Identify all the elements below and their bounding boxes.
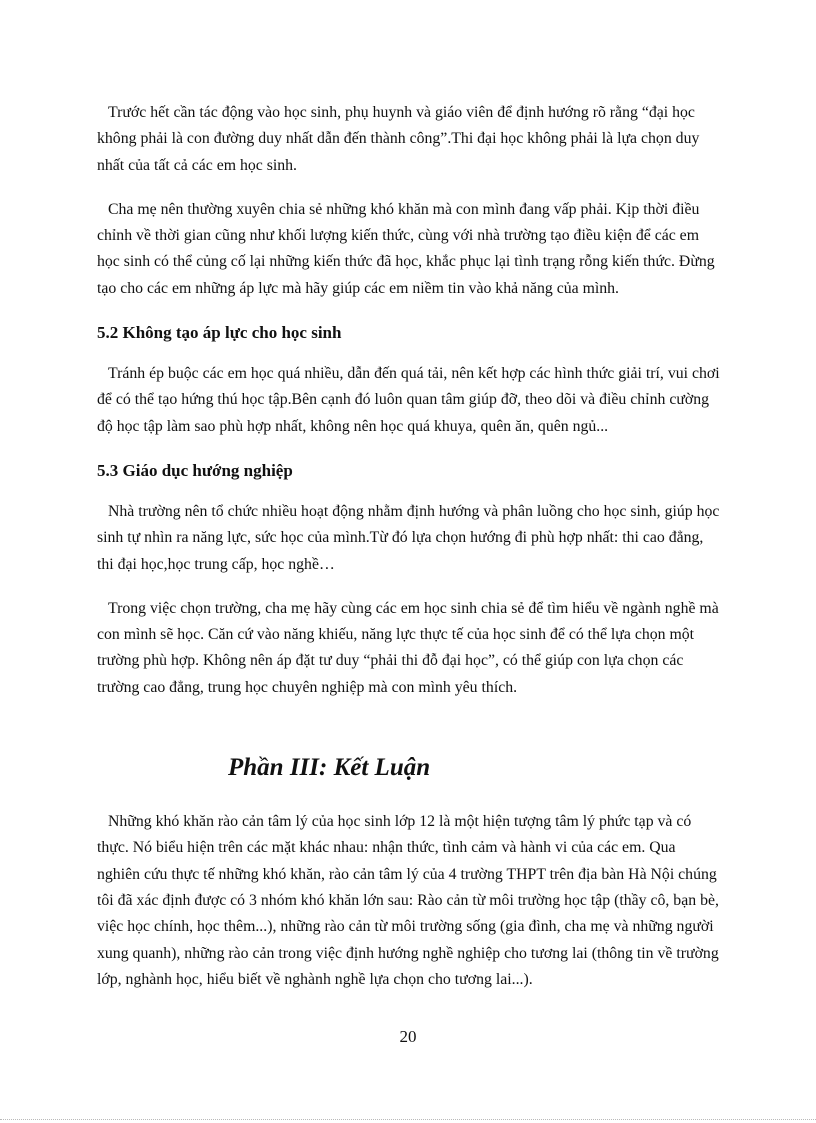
paragraph-5-3-b: Trong việc chọn trường, cha mẹ hãy cùng các em học sinh chia sẻ để tìm hiểu về ngành nghề mà con mình sẽ học. Căn cứ vào năng khiếu, năng lực thực tế của học sinh để có thể lựa chọn một trường phù hợp. Không nên áp đặt tư duy “phải thi đỗ đại học”, có thể giúp con lựa chọn các trường cao đẳng, trung học chuyên nghiệp mà con mình yêu thích. — [97, 599, 719, 696]
paragraph-5-3-a: Nhà trường nên tổ chức nhiều hoạt động nhằm định hướng và phân luồng cho học sinh, giúp học sinh tự nhìn ra năng lực, sức học của mình.Từ đó lựa chọn hướng đi phù hợp nhất: thi cao đẳng, thi đại học,học trung cấp, học nghề… — [97, 502, 720, 573]
paragraph-conclusion: Những khó khăn rào cản tâm lý của học sinh lớp 12 là một hiện tượng tâm lý phức tạp và có thực. Nó biểu hiện trên các mặt khác nhau: nhận thức, tình cảm và hành vi của các em. Qua nghiên cứu thực tế những khó khăn, rào cản tâm lý của 4 trường THPT trên địa bàn Hà Nội chúng tôi đã xác định được có 3 nhóm khó khăn lớn sau: Rào cản từ môi trường học tập (thầy cô, bạn bè, việc học chính, học thêm...), những rào cản từ môi trường sống (gia đình, cha mẹ và những người xung quanh), những rào cản trong việc định hướng nghề nghiệp cho tương lai (thông tin về trường lớp, nghành học, hiểu biết về nghành nghề lựa chọn cho tương lai...). — [97, 813, 719, 988]
page-edge-divider — [0, 1119, 816, 1120]
page-number: 20 — [399, 1027, 417, 1046]
page-content — [97, 100, 722, 993]
paragraph-intro-1: Trước hết cần tác động vào học sinh, phụ huynh và giáo viên để định hướng rõ rằng “đại học không phải là con đường duy nhất dẫn đến thành công”.Thi đại học không phải là lựa chọn duy nhất của tất cả các em học sinh. — [97, 104, 700, 174]
paragraph-5-2: Tránh ép buộc các em học quá nhiều, dẫn đến quá tải, nên kết hợp các hình thức giải trí, vui chơi để có thể tạo hứng thú học tập.Bên cạnh đó luôn quan tâm giúp đỡ, theo dõi và điều chỉnh cường độ học tập làm sao phù hợp nhất, không nên học quá khuya, quên ăn, quên ngủ... — [97, 365, 720, 435]
paragraph-intro-2: Cha mẹ nên thường xuyên chia sẻ những khó khăn mà con mình đang vấp phải. Kịp thời điều chỉnh về thời gian cũng như khối lượng kiến thức, cùng với nhà trường tạo điều kiện để các em học sinh có thể củng cố lại những kiến thức đã học, khắc phục lại tình trạng rỗng kiến thức. Đừng tạo cho các em những áp lực mà hãy giúp các em niềm tin vào khả năng của mình. — [97, 200, 715, 297]
part-title: Phần III: Kết Luận — [228, 754, 431, 782]
section-heading-5-2: 5.2 Không tạo áp lực cho học sinh — [97, 323, 342, 343]
section-heading-5-3: 5.3 Giáo dục hướng nghiệp — [97, 460, 293, 480]
